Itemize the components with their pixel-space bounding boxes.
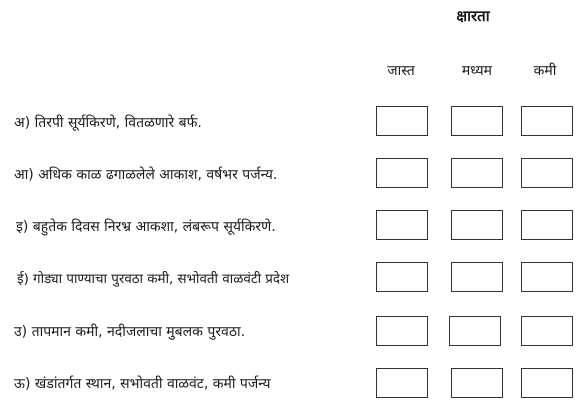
checkbox-row3-high[interactable] <box>376 210 428 240</box>
page-title: क्षारता <box>456 7 490 25</box>
checkbox-row4-medium[interactable] <box>451 262 503 292</box>
checkbox-row5-high[interactable] <box>376 316 428 346</box>
checkbox-row5-low[interactable] <box>521 316 573 346</box>
checkbox-row5-medium[interactable] <box>449 316 501 346</box>
row-label-1: अ) तिरपी सूर्यकिरणे, वितळणारे बर्फ. <box>14 115 202 131</box>
row-label-4: ई) गोड्या पाण्याचा पुरवठा कमी, सभोवती वाळवंटी प्रदेश <box>17 272 290 287</box>
checkbox-row2-low[interactable] <box>521 158 573 188</box>
checkbox-row6-high[interactable] <box>376 368 428 398</box>
checkbox-row3-low[interactable] <box>521 210 573 240</box>
checkbox-row2-medium[interactable] <box>451 158 503 188</box>
column-header-low: कमी <box>533 63 557 79</box>
row-label-5: उ) तापमान कमी, नदीजलाचा मुबलक पुरवठा. <box>14 324 246 340</box>
checkbox-row6-medium[interactable] <box>451 368 503 398</box>
checkbox-row3-medium[interactable] <box>451 210 503 240</box>
checkbox-row4-low[interactable] <box>521 262 573 292</box>
checkbox-row6-low[interactable] <box>521 368 573 398</box>
row-label-3: इ) बहुतेक दिवस निरभ्र आकशा, लंबरूप सूर्यकिरणे. <box>16 219 276 235</box>
checkbox-row2-high[interactable] <box>376 158 428 188</box>
row-label-2: आ) अधिक काळ ढगाळलेले आकाश, वर्षभर पर्जन्य. <box>14 167 278 183</box>
checkbox-row1-low[interactable] <box>521 106 573 136</box>
checkbox-row1-medium[interactable] <box>451 106 503 136</box>
checkbox-row1-high[interactable] <box>376 106 428 136</box>
row-label-6: ऊ) खंडांतर्गत स्थान, सभोवती वाळवंट, कमी पर्जन्य <box>14 376 271 392</box>
column-header-high: जास्त <box>387 63 415 79</box>
checkbox-row4-high[interactable] <box>376 262 428 292</box>
column-header-medium: मध्यम <box>461 63 493 79</box>
